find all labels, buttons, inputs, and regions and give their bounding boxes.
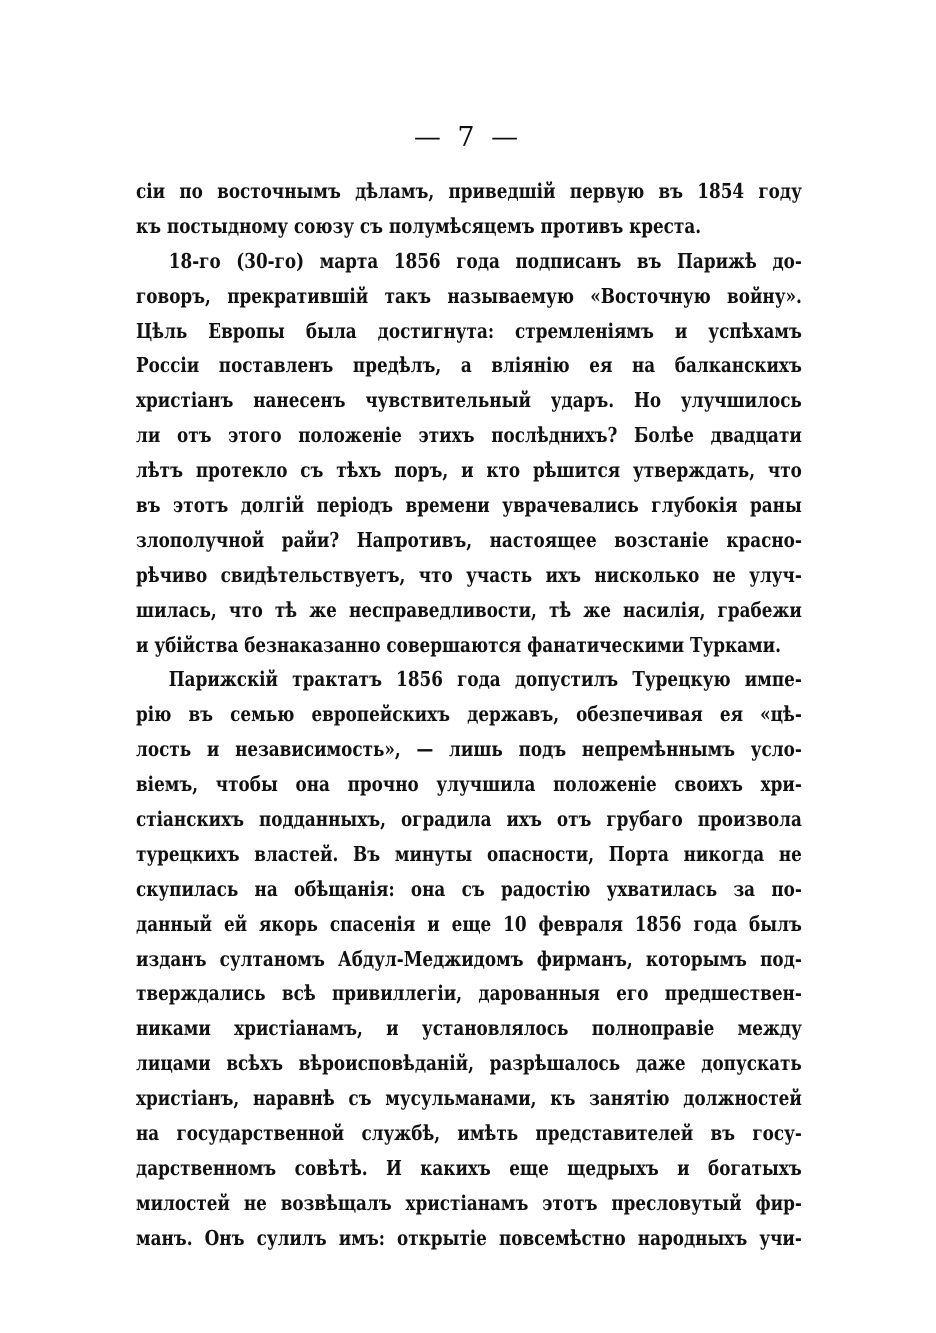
text-line: никами христіанамъ, и установлялось полноправіе между [136, 1016, 802, 1041]
text-line: Россіи поставленъ предѣлъ, а вліянію ея на балканскихъ [136, 353, 802, 378]
text-line: сіи по восточнымъ дѣламъ, приведшій первую въ 1854 году [136, 179, 802, 203]
text-line: Цѣль Европы была достигнута: стремленіямъ и успѣхамъ [136, 318, 802, 343]
text-line: Парижскій трактатъ 1856 года допустилъ Турецкую импе- [168, 667, 802, 692]
text-line: рію въ семью европейскихъ державъ, обезпечивая ея «цѣ- [136, 702, 802, 727]
text-line: лость и независимость», — лишь подъ непремѣннымъ усло- [136, 737, 802, 762]
text-line: христіанъ нанесенъ чувствительный ударъ. Но улучшилось [136, 388, 802, 413]
text-line: віемъ, чтобы она прочно улучшила положеніе своихъ хри- [136, 772, 802, 797]
text-line: 18-го (30-го) марта 1856 года подписанъ въ Парижѣ до- [168, 248, 802, 273]
text-line: лѣтъ протекло съ тѣхъ поръ, и кто рѣшится утверждать, что [136, 458, 802, 483]
text-line: изданъ султаномъ Абдул-Меджидомъ фирманъ, которымъ под- [136, 946, 802, 971]
text-line: данный ей якорь спасенія и еще 10 февраля 1856 года былъ [136, 911, 802, 936]
text-line: шилась, что тѣ же несправедливости, тѣ же насилія, грабежи [136, 597, 802, 622]
text-line: манъ. Онъ сулилъ имъ: открытіе повсемѣстно народныхъ учи- [136, 1225, 802, 1250]
text-line: рѣчиво свидѣтельствуетъ, что участь ихъ нисколько не улуч- [136, 562, 802, 587]
text-line: стіанскихъ подданныхъ, оградила ихъ отъ грубаго произвола [136, 807, 802, 832]
text-line: турецкихъ властей. Въ минуты опасности, Порта никогда не [136, 841, 802, 866]
text-line: дарственномъ совѣтѣ. И какихъ еще щедрыхъ и богатыхъ [136, 1155, 802, 1180]
text-line: злополучной райи? Напротивъ, настоящее возстаніе красно- [136, 527, 802, 552]
text-line: въ этотъ долгій періодъ времени уврачевались глубокія раны [136, 493, 802, 518]
body-text [136, 174, 802, 1256]
text-line: тверждались всѣ привиллегіи, дарованныя его предшествен- [136, 981, 802, 1006]
text-line: ли отъ этого положеніе этихъ послѣднихъ? Болѣе двадцати [136, 423, 802, 448]
text-line: и убійства безнаказанно совершаются фанатическими Турками. [136, 632, 781, 657]
text-line: къ постыдному союзу съ полумѣсяцемъ противъ креста. [136, 213, 702, 238]
text-line: скупилась на обѣщанія: она съ радостію ухватилась за по- [136, 876, 802, 901]
page-number: — 7 — [413, 122, 523, 153]
text-line: милостей не возвѣщалъ христіанамъ этотъ пресловутый фир- [136, 1190, 802, 1215]
text-line: лицами всѣхъ вѣроисповѣданій, разрѣшалось даже допускать [136, 1051, 802, 1076]
text-line: говоръ, прекратившій такъ называемую «Восточную войну». [136, 283, 802, 308]
text-line: на государственной службѣ, имѣть представителей въ госу- [136, 1121, 802, 1146]
text-line: христіанъ, наравнѣ съ мусульманами, къ занятію должностей [136, 1086, 802, 1111]
